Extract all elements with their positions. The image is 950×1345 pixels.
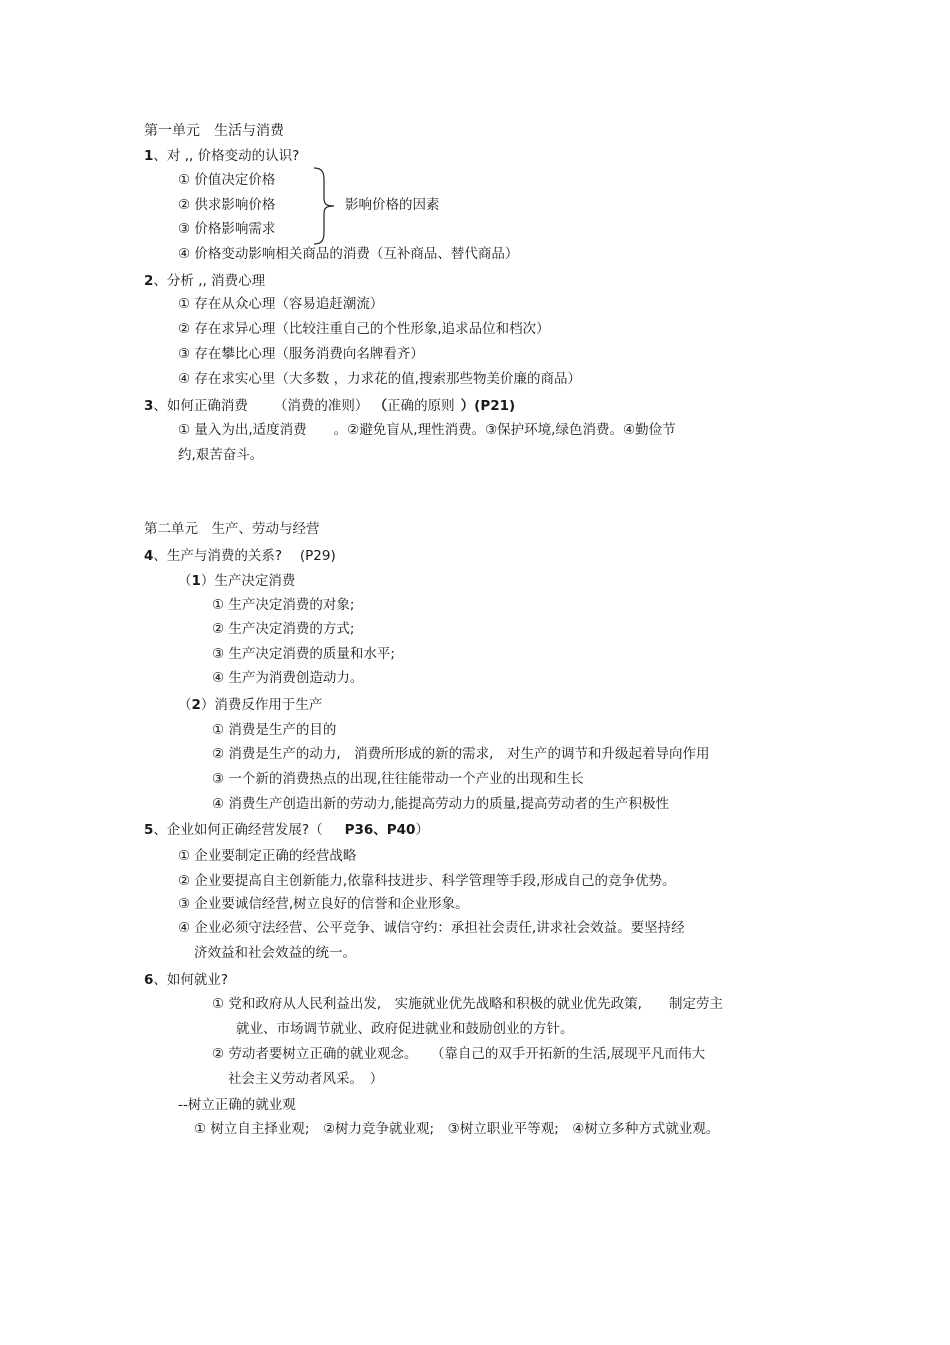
q4-sub1-item-1: ① 生产决定消费的对象;: [212, 597, 355, 613]
q2-item-2: ② 存在求异心理（比较注重自己的个性形象,追求品位和档次）: [178, 321, 550, 337]
q2-text: 、分析 ,, 消费心理: [153, 273, 266, 289]
q5-close: ）: [415, 822, 429, 838]
q1-item-4: ④ 价格变动影响相关商品的消费（互补商品、替代商品）: [178, 246, 519, 262]
q3-number: 3: [144, 398, 154, 414]
unit1-title: 第一单元 生活与消费: [144, 123, 284, 139]
q3-answer-line-2: 约,艰苦奋斗。: [178, 447, 264, 463]
unit2-title: 第二单元 生产、劳动与经营: [144, 521, 320, 537]
q3-heading: [144, 397, 515, 415]
q4-text: 、生产与消费的关系? (P29): [153, 548, 336, 564]
q5-number: 5: [144, 822, 154, 838]
q1-item-2: ② 供求影响价格: [178, 197, 276, 213]
q4-sub2-item-4: ④ 消费生产创造出新的劳动力,能提高劳动力的质量,提高劳动者的生产积极性: [212, 796, 669, 812]
q6-item-2-line-2: 社会主义劳动者风采。 ）: [228, 1071, 384, 1087]
q3-text-d: 正确的原则: [387, 398, 455, 414]
q5-refs: P36、P40: [344, 822, 416, 838]
q2-number: 2: [144, 273, 154, 289]
q4-sub2-label: [178, 696, 322, 714]
q4-sub2-open: （: [178, 697, 192, 713]
q5-item-4: ④ 企业必须守法经营、公平竞争、诚信守约：承担社会责任,讲求社会效益。要坚持经: [178, 920, 685, 936]
q4-sub1-text: ）生产决定消费: [200, 573, 296, 589]
q5-item-1: ① 企业要制定正确的经营战略: [178, 848, 357, 864]
q3-answer-line-1: ① 量入为出,适度消费 。②避免盲从,理性消费。③保护环境,绿色消费。④勤俭节: [178, 422, 676, 438]
q4-number: 4: [144, 548, 154, 564]
q4-sub1-item-2: ② 生产决定消费的方式;: [212, 621, 355, 637]
q3-text-e: ）(P21): [460, 398, 516, 414]
q3-text-b: （消费的准则）: [273, 398, 369, 414]
q6-text: 、如何就业?: [153, 972, 229, 988]
q1-text: 、对 ,, 价格变动的认识?: [153, 148, 300, 164]
q1-number: 1: [144, 148, 154, 164]
q4-sub1-label: [178, 572, 295, 590]
q4-sub1-open: （: [178, 573, 192, 589]
q6-view-items: ① 树立自主择业观; ②树力竞争就业观; ③树立职业平等观; ④树立多种方式就业观。: [194, 1121, 720, 1137]
q6-item-2-line-1: ② 劳动者要树立正确的就业观念。 （靠自己的双手开拓新的生活,展现平凡而伟大: [212, 1046, 706, 1062]
q6-heading: [144, 971, 228, 989]
q6-item-1-line-1: ① 党和政府从人民利益出发, 实施就业优先战略和积极的就业优先政策, 制定劳主: [212, 996, 723, 1012]
q5-text: 、企业如何正确经营发展?（: [153, 822, 323, 838]
q2-item-4: ④ 存在求实心里（大多数 ，力求花的值,搜索那些物美价廉的商品）: [178, 371, 581, 387]
q1-item-1: ① 价值决定价格: [178, 172, 276, 188]
q3-text-a: 、如何正确消费: [153, 398, 248, 414]
q4-sub2-text: ）消费反作用于生产: [200, 697, 323, 713]
q4-sub1-num: 1: [191, 573, 201, 589]
q4-sub1-item-4: ④ 生产为消费创造动力。: [212, 670, 364, 686]
q3-text-c: （: [380, 398, 388, 414]
q5-item-2: ② 企业要提高自主创新能力,依靠科技进步、科学管理等手段,形成自己的竞争优势。: [178, 873, 676, 889]
q1-item-3: ③ 价格影响需求: [178, 221, 276, 237]
q5-item-4-cont: 济效益和社会效益的统一。: [194, 945, 356, 961]
right-brace-icon: [312, 166, 342, 246]
q6-item-1-line-2: 就业、市场调节就业、政府促进就业和鼓励创业的方针。: [236, 1021, 574, 1037]
q2-heading: [144, 272, 265, 290]
q1-heading: [144, 147, 299, 165]
q4-sub1-item-3: ③ 生产决定消费的质量和水平;: [212, 646, 395, 662]
q4-sub2-item-1: ① 消费是生产的目的: [212, 722, 337, 738]
q1-brace-label: 影响价格的因素: [345, 197, 440, 213]
q6-view-title: --树立正确的就业观: [178, 1097, 296, 1113]
q4-sub2-item-2: ② 消费是生产的动力, 消费所形成的新的需求, 对生产的调节和升级起着导向作用: [212, 746, 710, 762]
q5-heading: [144, 821, 429, 839]
q4-sub2-item-3: ③ 一个新的消费热点的出现,往往能带动一个产业的出现和生长: [212, 771, 584, 787]
q6-number: 6: [144, 972, 154, 988]
q2-item-3: ③ 存在攀比心理（服务消费向名牌看齐）: [178, 346, 424, 362]
q5-item-3: ③ 企业要诚信经营,树立良好的信誉和企业形象。: [178, 896, 469, 912]
q2-item-1: ① 存在从众心理（容易追赶潮流）: [178, 296, 384, 312]
q4-heading: [144, 547, 336, 565]
q4-sub2-num: 2: [191, 697, 201, 713]
